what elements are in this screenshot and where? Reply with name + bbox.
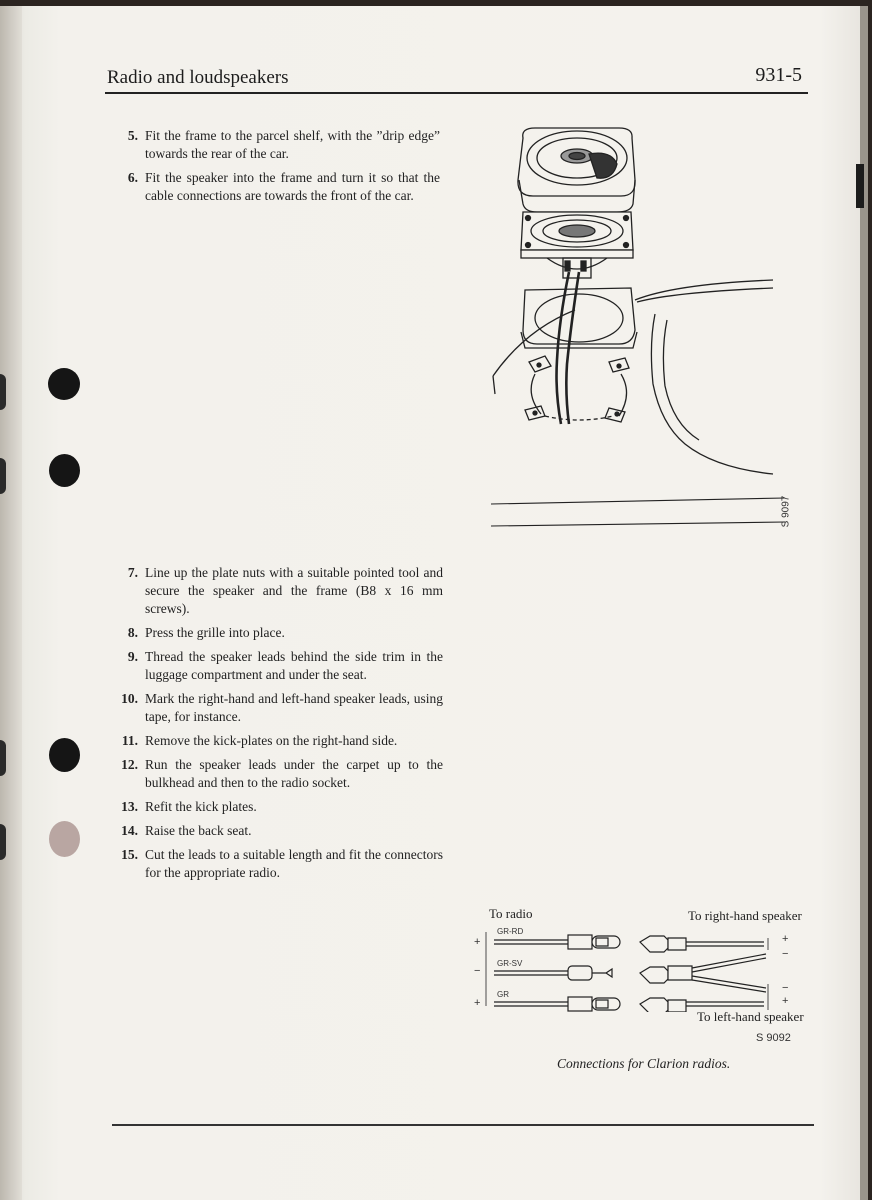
step-number: 6. <box>127 170 138 185</box>
step-text: Run the speaker leads under the carpet up to the bulkhead and then to the radio socket. <box>145 757 443 790</box>
step-text: Press the grille into place. <box>145 625 285 640</box>
wire-color-tag: GR-RD <box>497 927 524 936</box>
punch-hole <box>49 454 80 487</box>
instruction-step <box>112 169 440 205</box>
wire-color-tag: GR-SV <box>497 959 523 968</box>
section-title: Radio and loudspeakers <box>107 67 289 88</box>
figure-caption: Connections for Clarion radios. <box>557 1056 731 1071</box>
figure-code: S 9092 <box>756 1032 791 1044</box>
label-to-right-speaker: To right-hand speaker <box>688 908 802 923</box>
instruction-step <box>112 756 443 792</box>
instruction-step <box>112 690 443 726</box>
speaker-connections-diagram <box>484 924 784 1012</box>
step-text: Remove the kick-plates on the right-hand side. <box>145 733 398 748</box>
step-number: 5. <box>127 128 138 143</box>
punch-hole <box>48 368 80 400</box>
instruction-step <box>112 822 443 840</box>
punch-hole <box>49 821 80 857</box>
instruction-step <box>112 564 443 618</box>
speaker-exploded-illustration <box>485 124 795 534</box>
instruction-step <box>112 648 443 684</box>
footer-rule <box>112 1124 814 1126</box>
step-text: Fit the speaker into the frame and turn it so that the cable connections are towards the front of the car. <box>145 170 440 203</box>
polarity-mark: + <box>474 997 481 1009</box>
step-text: Thread the speaker leads behind the side trim in the luggage compartment and under the seat. <box>145 649 443 682</box>
polarity-mark: − <box>474 965 481 977</box>
polarity-mark: − <box>782 982 789 994</box>
polarity-mark: − <box>782 948 789 960</box>
instruction-step <box>112 127 440 163</box>
binder-ring-mark <box>0 824 6 860</box>
manual-page <box>0 6 868 1200</box>
step-number: 11. <box>121 733 138 748</box>
instruction-step <box>112 732 443 750</box>
header-rule <box>105 92 808 94</box>
step-text: Raise the back seat. <box>145 823 252 838</box>
step-number: 13. <box>121 799 138 814</box>
step-number: 8. <box>127 625 138 640</box>
polarity-mark: + <box>474 936 481 948</box>
page-binding-edge <box>0 6 22 1200</box>
step-text: Fit the frame to the parcel shelf, with the ”drip edge” towards the rear of the car. <box>145 128 440 161</box>
instruction-list-bottom <box>112 564 443 888</box>
page-number: 931-5 <box>755 64 802 86</box>
step-number: 15. <box>121 847 138 862</box>
step-number: 10. <box>121 691 138 706</box>
step-text: Line up the plate nuts with a suitable pointed tool and secure the speaker and the frame (B8 x 16 mm screws). <box>145 565 443 616</box>
step-text: Mark the right-hand and left-hand speaker leads, using tape, for instance. <box>145 691 443 724</box>
instruction-step <box>112 846 443 882</box>
step-number: 12. <box>121 757 138 772</box>
label-to-left-speaker: To left-hand speaker <box>697 1009 804 1024</box>
figure-code: S 9097 <box>780 495 792 528</box>
label-to-radio: To radio <box>489 906 533 921</box>
step-number: 14. <box>121 823 138 838</box>
step-text: Cut the leads to a suitable length and fit the connectors for the appropriate radio. <box>145 847 443 880</box>
thumb-index-tab <box>856 164 864 208</box>
polarity-mark: + <box>782 995 789 1007</box>
instruction-step <box>112 798 443 816</box>
instruction-list-top <box>112 127 440 211</box>
step-number: 9. <box>127 649 138 664</box>
punch-hole <box>49 738 80 772</box>
binder-ring-mark <box>0 374 6 410</box>
wire-color-tag: GR <box>497 990 509 999</box>
step-number: 7. <box>127 565 138 580</box>
step-text: Refit the kick plates. <box>145 799 257 814</box>
binder-ring-mark <box>0 740 6 776</box>
binder-ring-mark <box>0 458 6 494</box>
polarity-mark: + <box>782 933 789 945</box>
instruction-step <box>112 624 443 642</box>
